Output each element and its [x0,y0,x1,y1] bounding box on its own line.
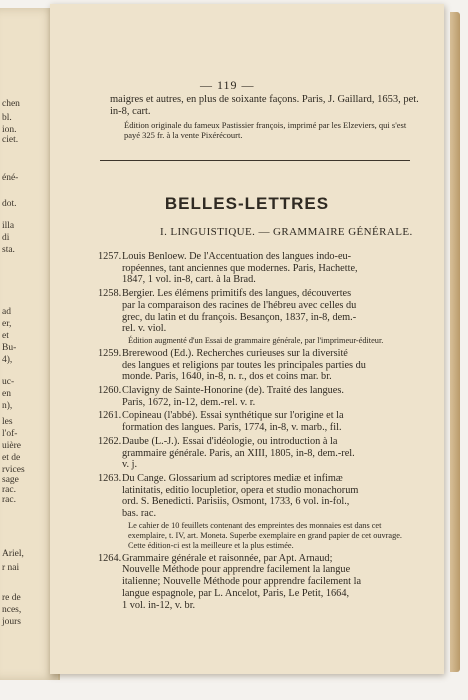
entry-number: 1261. [98,410,122,422]
entry-number: 1263. [98,472,122,484]
entry-line: Brerewood (Ed.). Recherches curieuses sur la diversité [122,347,348,359]
catalog-entry [98,251,414,286]
entry-line: italienne; Nouvelle Méthode pour apprendre facilement la [122,576,362,588]
entry-line: Du Cange. Glossarium ad scriptores mediæ et infimæ [122,472,343,484]
entry-line: Daube (L.-J.). Essai d'idéologie, ou introduction à la [122,435,338,447]
left-page-fragment: et de [2,453,21,463]
left-page-fragment: 4), [2,355,13,365]
entry-line: grammaire générale. Paris, an XIII, 1805, in-8, dem.-rel. [122,447,355,459]
left-page-fragment: rac. [2,485,16,495]
page-number: — 119 — [200,78,255,92]
entry-line: ord. S. Benedicti. Parisiis, Osmont, 1733, 6 vol. in-fol., [122,496,350,508]
catalog-entry [98,288,414,346]
left-page-fragment: chen [2,99,20,109]
continued-entry-note: Édition originale du fameux Pastissier françois, imprimé par les Elzeviers, qui s'est payé 325 fr. à la vente Pixérécourt. [124,120,407,140]
catalog-entry [98,385,414,408]
left-page-fragment: n), [2,401,13,411]
left-page-fragment: ion. [2,125,17,135]
catalog-entry [98,553,414,612]
entry-line: latinitatis, editio locupletior, opera et studio monachorum [122,484,359,496]
entry-line: rel. v. viol. [122,323,167,335]
left-page-fragment: ciet. [2,135,19,145]
entry-line: 1 vol. in-12, v. br. [122,599,196,611]
entry-line: langue espagnole, par L. Ancelot, Paris, Le Petit, 1664, [122,587,350,599]
entry-line: par la comparaison des racines de l'hébreu avec celles du [122,299,357,311]
entry-number: 1264. [98,552,122,564]
entry-number: 1257. [98,251,122,262]
left-page-fragment: illa [2,221,15,231]
entry-number: 1258. [98,288,122,300]
left-page-fragment: rac. [2,495,16,505]
left-page-fragment: uc- [2,377,15,387]
left-page-fragment: en [2,389,11,399]
continued-entry [110,94,420,140]
entry-line: formation des langues. Paris, 1774, in-8, v. marb., fil. [122,422,342,434]
left-page-fragment: sage [2,475,19,485]
entry-line: grec, du latin et du françois. Besançon, 1837, in-8, dem.- [122,311,357,323]
left-page-fragment: les [2,417,13,427]
entry-line: des langues et religions par toutes les principales parties du [122,359,366,371]
entry-line: bas. rac. [122,508,157,520]
entry-line: Paris, 1672, in-12, dem.-rel. v. r. [122,396,256,408]
book-page [50,4,444,674]
entry-number: 1259. [98,347,122,359]
left-page-fragment: jours [2,617,21,627]
left-page-fragment: éné- [2,173,19,183]
entry-number: 1262. [98,435,122,447]
left-page-fragment: et [2,331,9,341]
left-page-fragment: dot. [2,199,17,209]
left-page-fragment: r nai [2,563,20,573]
section-divider [100,160,410,161]
left-page-fragment: er, [2,319,12,329]
entry-line: Louis Benloew. De l'Accentuation des langues indo-eu- [122,251,352,262]
catalog-entry [98,436,414,471]
subsection-title: I. LINGUISTIQUE. — GRAMMAIRE GÉNÉRALE. [160,226,413,238]
entry-line: Grammaire générale et raisonnée, par Apt. Arnaud; [122,552,333,564]
entry-note: Le cahier de 10 feuillets contenant des empreintes des monnaies est dans cet exemplaire, t. IV, art. Moneta. Superbe exemplaire en grand papier de cet ouvrage. Cette édition-ci est la meilleure et la plus estimée. [128,520,402,550]
entry-line: 1847, 1 vol. in-8, cart. à la Brad. [122,274,256,286]
entry-line: v. j. [122,459,138,471]
left-page-fragment: sta. [2,245,15,255]
left-page-fragment: nces, [2,605,22,615]
entry-line: Copineau (l'abbé). Essai synthétique sur l'origine et la [122,410,344,422]
section-title: BELLES-LETTRES [164,194,330,213]
left-page-fragment: bl. [2,113,12,123]
left-page-fragment: l'of- [2,429,18,439]
left-page-fragment: Bu- [2,343,17,353]
continued-entry-text: maigres et autres, en plus de soixante façons. Paris, J. Gaillard, 1653, pet. in-8, cart. [110,94,419,117]
left-page-fragment: ad [2,307,11,317]
catalog-entry [98,473,414,551]
left-page-fragment: di [2,233,10,243]
catalog-entry [98,348,414,383]
left-page-fragment: re de [2,593,21,603]
page-edge-right [450,12,460,672]
entry-line: Clavigny de Sainte-Honorine (de). Traité des langues. [122,385,344,397]
entry-line: Bergier. Les élémens primitifs des langues, découvertes [122,288,352,300]
left-page-fragment: uière [2,441,21,451]
catalog-entry [98,410,414,433]
entry-line: ropéennes, tant anciennes que modernes. Paris, Hachette, [122,262,358,274]
left-page-fragment: Ariel, [2,549,24,559]
entry-line: monde. Paris, 1640, in-8, n. r., dos et coins mar. br. [122,371,332,383]
entry-number: 1260. [98,385,122,397]
entry-note: Édition augmenté d'un Essai de grammaire générale, par l'imprimeur-éditeur. [128,335,384,345]
left-page-fragment: rvices [2,465,25,475]
entry-line: Nouvelle Méthode pour apprendre facilement la langue [122,564,351,576]
catalog-entries [98,251,414,613]
